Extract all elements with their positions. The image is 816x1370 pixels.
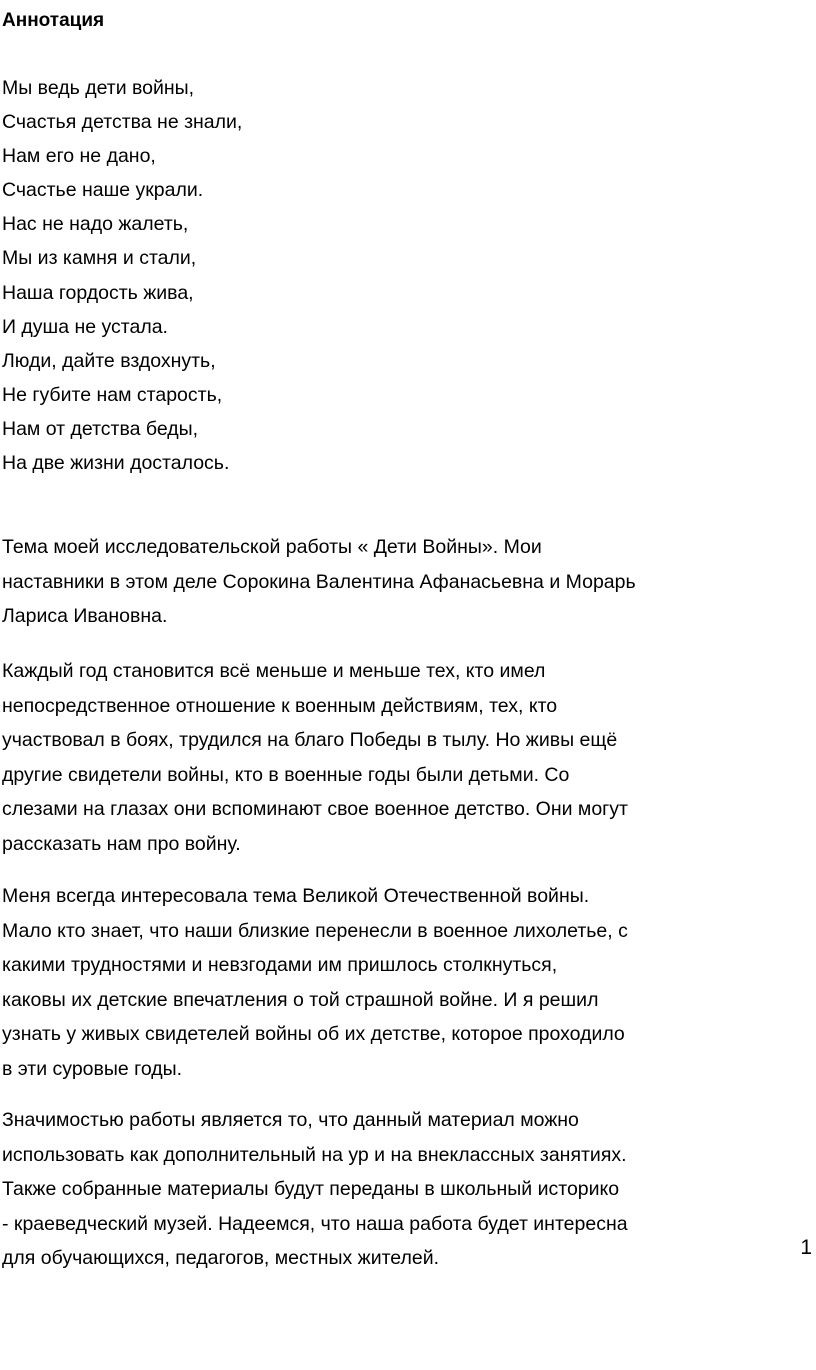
annotation-heading: Аннотация xyxy=(2,10,105,31)
paragraph-topic xyxy=(2,530,814,634)
paragraph-line: рассказать нам про войну. xyxy=(2,832,241,855)
paragraph-line: другие свидетели войны, кто в военные годы были детьми. Со xyxy=(2,763,570,786)
poem-line: На две жизни досталось. xyxy=(2,452,230,475)
poem-line: Нас не надо жалеть, xyxy=(2,213,189,236)
paragraph-line: для обучающихся, педагогов, местных жителей. xyxy=(2,1247,440,1270)
paragraph-line: Лариса Ивановна. xyxy=(2,605,168,628)
paragraph-line: Каждый год становится всё меньше и меньше тех, кто имел xyxy=(2,660,546,682)
paragraph-motivation xyxy=(2,879,814,1087)
poem-line: Не губите нам старость, xyxy=(2,383,223,406)
paragraph-line: - краеведческий музей. Надеемся, что наша работа будет интересна xyxy=(2,1212,628,1235)
paragraph-line: какими трудностями и невзгодами им пришлось столкнуться, xyxy=(2,954,558,977)
paragraph-line: Мало кто знает, что наши близкие перенесли в военное лихолетье, с xyxy=(2,919,628,942)
paragraph-line: наставники в этом деле Сорокина Валентина Афанасьевна и Морарь xyxy=(2,570,636,593)
poem-line: Люди, дайте вздохнуть, xyxy=(2,349,216,372)
paragraph-line: участвовал в боях, трудился на благо Победы в тылу. Но живы ещё xyxy=(2,729,618,752)
paragraph-line: Значимостью работы является то, что данный материал можно xyxy=(2,1109,579,1131)
paragraph-line: непосредственное отношение к военным действиям, тех, кто xyxy=(2,694,558,717)
paragraph-line: узнать у живых свидетелей войны об их детстве, которое проходило xyxy=(2,1023,625,1046)
poem-line: Нам от детства беды, xyxy=(2,417,199,440)
poem-line: Наша гордость жива, xyxy=(2,281,194,304)
paragraph-line: использовать как дополнительный на ур и на внеклассных занятиях. xyxy=(2,1143,627,1166)
paragraph-significance xyxy=(2,1103,814,1276)
poem-line: Мы из камня и стали, xyxy=(2,247,197,270)
document-page xyxy=(2,0,814,1370)
poem-line: Нам его не дано, xyxy=(2,145,156,168)
poem-line: Счастья детства не знали, xyxy=(2,111,243,134)
page-number: 1 xyxy=(800,1236,812,1259)
paragraph-line: каковы их детские впечатления о той страшной войне. И я решил xyxy=(2,988,599,1011)
poem-line: И душа не устала. xyxy=(2,315,168,338)
paragraph-line: в эти суровые годы. xyxy=(2,1057,183,1080)
poem-line: Мы ведь дети войны, xyxy=(2,77,195,99)
poem-line: Счастье наше украли. xyxy=(2,179,204,202)
paragraph-line: Также собранные материалы будут переданы в школьный историко xyxy=(2,1178,620,1201)
paragraph-line: слезами на глазах они вспоминают свое военное детство. Они могут xyxy=(2,798,628,821)
poem xyxy=(2,71,242,480)
paragraph-line: Меня всегда интересовала тема Великой Отечественной войны. xyxy=(2,885,590,907)
paragraph-witnesses xyxy=(2,654,814,862)
paragraph-line: Тема моей исследовательской работы « Дети Войны». Мои xyxy=(2,536,542,558)
